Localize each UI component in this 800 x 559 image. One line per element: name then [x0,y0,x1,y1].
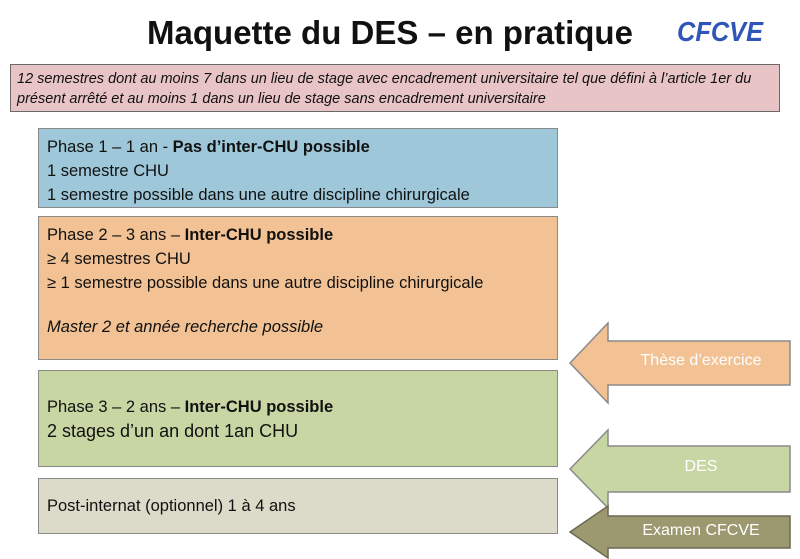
phase-1-emphasis: Pas d’inter-CHU possible [172,138,370,156]
phase-2-heading: Phase 2 – 3 ans – Inter-CHU possible [47,226,334,244]
phase-1-line-2: 1 semestre possible dans une autre discipline chirurgicale [47,186,470,204]
phase-2-box [38,216,558,360]
logo-text: CFCVE [677,16,764,46]
phase-1-box [38,128,558,208]
arrow-examen [568,504,792,559]
phase-1-line-1: 1 semestre CHU [47,162,169,180]
arrow-these-label: Thèse d’exercice [640,352,762,369]
phase-1-heading: Phase 1 – 1 an - Pas d’inter-CHU possible [47,138,370,156]
phase-2-line-1: ≥ 4 semestres CHU [47,250,191,268]
arrow-des [568,428,792,510]
phase-2-note: Master 2 et année recherche possible [47,318,324,336]
arrow-des-label: DES [684,458,718,475]
intro-box: 12 semestres dont au moins 7 dans un lieu de stage avec encadrement universitaire tel que défini à l’article 1er du présent arrêté et au moins 1 dans un lieu de stage sans encadrement universitaire [10,64,780,112]
slide-title: Maquette du DES – en pratique [147,14,633,51]
phase-3-box [38,370,558,467]
phase-3-heading: Phase 3 – 2 ans – Inter-CHU possible [47,398,334,416]
post-internat-box [38,478,558,534]
post-internat-text: Post-internat (optionnel) 1 à 4 ans [47,497,296,515]
arrow-these [568,321,792,405]
cfcve-logo [676,16,764,46]
phase-2-line-2: ≥ 1 semestre possible dans une autre discipline chirurgicale [47,274,484,292]
phase-3-line-1: 2 stages d’un an dont 1an CHU [47,421,299,441]
phase-2-emphasis: Inter-CHU possible [184,226,334,244]
arrow-examen-label: Examen CFCVE [642,522,760,539]
phase-3-emphasis: Inter-CHU possible [184,398,334,416]
